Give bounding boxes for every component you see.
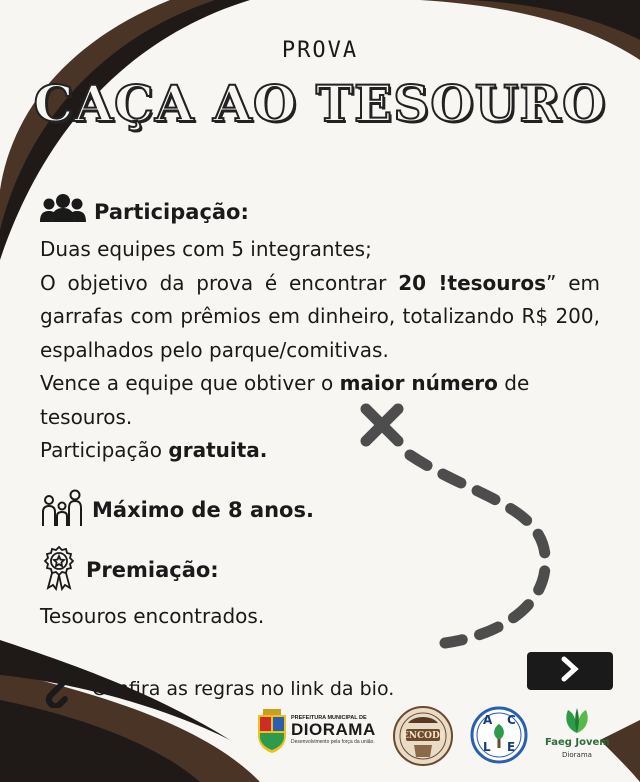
prefeitura-line1: PREFEITURA MUNICIPAL DE	[291, 715, 367, 721]
award-badge-icon	[40, 545, 78, 596]
faeg-sub: Diorama	[562, 751, 592, 759]
faeg-jovem-logo	[545, 707, 609, 767]
winner-text-a: Vence a equipe que obtiver o	[40, 371, 340, 395]
participacao-line1: Duas equipes com 5 integrantes;	[40, 237, 372, 261]
next-button[interactable]	[527, 652, 613, 690]
faeg-name: Faeg Jovem	[545, 737, 610, 748]
participacao-heading-text: Participação:	[94, 199, 249, 224]
idade-heading-text: Máximo de 8 anos.	[92, 498, 314, 522]
participacao-heading	[40, 192, 600, 231]
participacao-winner	[40, 367, 585, 434]
acle-letter-l: L	[483, 740, 491, 754]
sponsor-logos	[255, 703, 625, 778]
chevron-right-icon	[559, 656, 581, 686]
event-kicker: PROVA	[281, 38, 359, 63]
winner-text-bold: maior número	[339, 371, 498, 395]
family-icon	[40, 486, 84, 535]
prefeitura-logo	[255, 709, 380, 759]
rules-link-text: Confira as regras no link da bio.	[92, 677, 395, 700]
leaf-icon	[562, 707, 592, 735]
acle-letter-c: C	[507, 713, 516, 727]
objective-text-c: ” em garrafas com prêmios em dinheiro, totalizando R$ 200, espalhados pelo parque/comitivas.	[40, 270, 600, 362]
participacao-objective	[40, 267, 600, 368]
premiacao-heading-text: Premiação:	[86, 558, 219, 582]
premiacao-text: Tesouros encontrados.	[40, 603, 265, 628]
free-text-bold: gratuita.	[168, 438, 268, 462]
objective-text-a: O objetivo da prova é encontrar	[40, 270, 399, 295]
objective-text-bold: 20 !tesouros	[398, 270, 547, 295]
link-icon	[38, 664, 82, 713]
free-text-a: Participação	[40, 438, 169, 462]
winner-text-c: de tesouros.	[40, 371, 530, 429]
encodi-text: ENCODI	[401, 731, 445, 741]
acle-letter-a: A	[483, 713, 493, 727]
page-title: CAÇA AO TESOURO	[33, 74, 607, 133]
users-icon	[40, 192, 86, 231]
participacao-free	[40, 434, 600, 468]
acle-letter-e: E	[507, 740, 516, 754]
idade-heading	[40, 486, 600, 535]
premiacao-heading	[40, 545, 600, 596]
content-body	[40, 192, 600, 633]
coat-of-arms-icon	[255, 709, 289, 753]
prefeitura-name: DIORAMA	[291, 720, 376, 739]
acle-logo	[470, 706, 528, 764]
encodi-logo	[392, 705, 454, 767]
prefeitura-tagline: Desenvolvimento pela força da união.	[291, 739, 375, 745]
